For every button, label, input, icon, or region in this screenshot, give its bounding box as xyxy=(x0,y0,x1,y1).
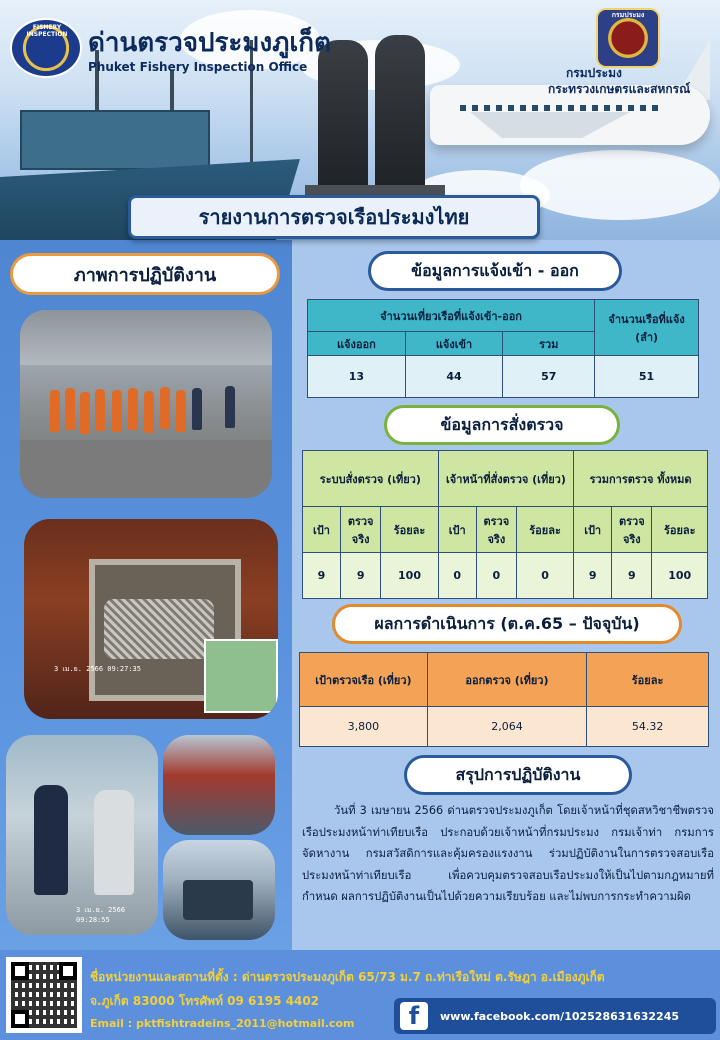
order-table xyxy=(302,450,708,599)
crew-member xyxy=(160,387,170,429)
photo-timestamp: 3 เม.ย. 2566 09:27:35 xyxy=(54,665,141,673)
boat-deck-photo xyxy=(163,735,275,835)
order-col-target: เป้า xyxy=(574,507,612,553)
summary-paragraph: วันที่ 3 เมษายน 2566 ด่านตรวจประมงภูเก็ต โดยเจ้าหน้าที่ชุดสหวิชาชีพตรวจเรือประมงหน้าท่าเทียบเรือ ประกอบด้วยเจ้าหน้าที่กรมประมง กรมเจ้าท่า กรมการจัดหางาน กรมสวัสดิการและคุ้มครองแรงงาน ร่วมปฏิบัติงานในการตรวจสอบเรือประมงหน้าท่าเทียบเรือ เพื่อควบคุมตรวจสอบเรือประมงให้เป็นไปตามกฎหมายที่กำหนด ผลการปฏิบัติงานเป็นไปด้วยความเรียบร้อย และไม่พบการกระทำความผิด xyxy=(302,804,714,903)
order-value: 9 xyxy=(303,553,341,599)
inform-col-in: แจ้งเข้า xyxy=(405,332,503,356)
location-map-thumbnail xyxy=(204,639,278,713)
order-value: 9 xyxy=(341,553,381,599)
crew-member xyxy=(112,390,122,432)
fishing-boat-photo xyxy=(163,840,275,940)
ministry-name: กระทรวงเกษตรและสหกรณ์ xyxy=(548,82,691,96)
photos-section-title: ภาพการปฏิบัติงาน xyxy=(10,253,280,295)
inform-value-out: 13 xyxy=(308,356,406,398)
fish-catch xyxy=(104,599,214,659)
order-col-actual: ตรวจ จริง xyxy=(476,507,516,553)
report-title: รายงานการตรวจเรือประมงไทย xyxy=(128,195,540,239)
logo-left-text: FISHERY INSPECTION xyxy=(26,24,68,38)
qr-finder xyxy=(11,962,29,980)
email-address[interactable]: Email : pktfishtradeins_2011@hotmail.com xyxy=(90,1017,355,1030)
qr-finder xyxy=(11,1010,29,1028)
result-section-title: ผลการดำเนินการ (ต.ค.65 – ปัจจุบัน) xyxy=(332,604,682,644)
order-col-target: เป้า xyxy=(438,507,476,553)
team-group-photo xyxy=(20,310,272,498)
inform-value-sum: 57 xyxy=(503,356,595,398)
result-table xyxy=(299,652,709,747)
inform-table xyxy=(307,299,699,398)
qr-code[interactable] xyxy=(6,957,82,1033)
heroine-statue xyxy=(375,35,425,190)
order-col-actual: ตรวจ จริง xyxy=(341,507,381,553)
order-col-percent: ร้อยละ xyxy=(381,507,438,553)
result-value-percent: 54.32 xyxy=(587,707,709,747)
officer xyxy=(225,386,235,428)
order-value: 0 xyxy=(517,553,574,599)
order-group-total: รวมการตรวจ ทั้งหมด xyxy=(574,451,708,507)
inform-boats-header: จำนวนเรือที่แจ้ง (ลำ) xyxy=(595,300,699,356)
inform-value-boats: 51 xyxy=(595,356,699,398)
crew-member xyxy=(65,388,75,430)
crew-member xyxy=(95,389,105,431)
department-name: กรมประมง xyxy=(566,66,622,80)
crew-member xyxy=(144,391,154,433)
result-col-inspected: ออกตรวจ (เที่ยว) xyxy=(427,653,586,707)
order-value: 0 xyxy=(476,553,516,599)
crew-member xyxy=(94,790,134,895)
inform-col-out: แจ้งออก xyxy=(308,332,406,356)
officer xyxy=(192,388,202,430)
crew-member xyxy=(50,390,60,432)
order-col-actual: ตรวจ จริง xyxy=(612,507,652,553)
inform-value-in: 44 xyxy=(405,356,503,398)
document-check-photo xyxy=(6,735,158,935)
result-col-target: เป้าตรวจเรือ (เที่ยว) xyxy=(300,653,428,707)
order-group-officer: เจ้าหน้าที่สั่งตรวจ (เที่ยว) xyxy=(438,451,573,507)
order-section-title: ข้อมูลการสั่งตรวจ xyxy=(384,405,620,445)
order-group-system: ระบบสั่งตรวจ (เที่ยว) xyxy=(303,451,439,507)
order-value: 9 xyxy=(612,553,652,599)
crew-member xyxy=(128,388,138,430)
pier-floor xyxy=(20,440,272,498)
order-value: 0 xyxy=(438,553,476,599)
order-value: 9 xyxy=(574,553,612,599)
order-value: 100 xyxy=(381,553,438,599)
address-line-1: ชื่อหน่วยงานและสถานที่ตั้ง : ด่านตรวจประมงภูเก็ต 65/73 ม.7 ถ.ท่าเรือใหม่ ต.รัษฎา อ.เมืองภูเก็ต xyxy=(90,970,605,984)
crew-member xyxy=(176,390,186,432)
address-line-2: จ.ภูเก็ต 83000 โทรศัพท์ 09 6195 4402 xyxy=(90,994,320,1008)
result-value-inspected: 2,064 xyxy=(427,707,586,747)
summary-section-title: สรุปการปฏิบัติงาน xyxy=(404,755,632,795)
photo-timestamp: 3 เม.ย. 2566 09:28:55 xyxy=(76,906,126,924)
boat-cabin xyxy=(20,110,210,170)
office-name-english: Phuket Fishery Inspection Office xyxy=(88,60,308,74)
pier-roof xyxy=(20,310,272,365)
order-col-percent: ร้อยละ xyxy=(652,507,708,553)
order-col-target: เป้า xyxy=(303,507,341,553)
order-col-percent: ร้อยละ xyxy=(517,507,574,553)
qr-finder xyxy=(59,962,77,980)
boat-hull xyxy=(183,880,253,920)
facebook-link[interactable] xyxy=(394,998,716,1034)
facebook-icon: f xyxy=(400,1002,428,1030)
logo-right-text: กรมประมง xyxy=(611,11,645,19)
inform-group-header: จำนวนเที่ยวเรือที่แจ้งเข้า-ออก xyxy=(308,300,595,332)
officer xyxy=(34,785,68,895)
inform-section-title: ข้อมูลการแจ้งเข้า - ออก xyxy=(368,251,622,291)
office-name-thai: ด่านตรวจประมงภูเก็ต xyxy=(88,28,331,58)
airplane-windows xyxy=(460,105,660,111)
result-col-percent: ร้อยละ xyxy=(587,653,709,707)
result-value-target: 3,800 xyxy=(300,707,428,747)
crew-member xyxy=(80,392,90,434)
fish-hold-inspection-photo xyxy=(24,519,278,719)
order-value: 100 xyxy=(652,553,708,599)
inform-col-sum: รวม xyxy=(503,332,595,356)
facebook-url[interactable]: www.facebook.com/102528631632245 xyxy=(440,1009,679,1023)
cloud-decoration xyxy=(520,150,720,220)
